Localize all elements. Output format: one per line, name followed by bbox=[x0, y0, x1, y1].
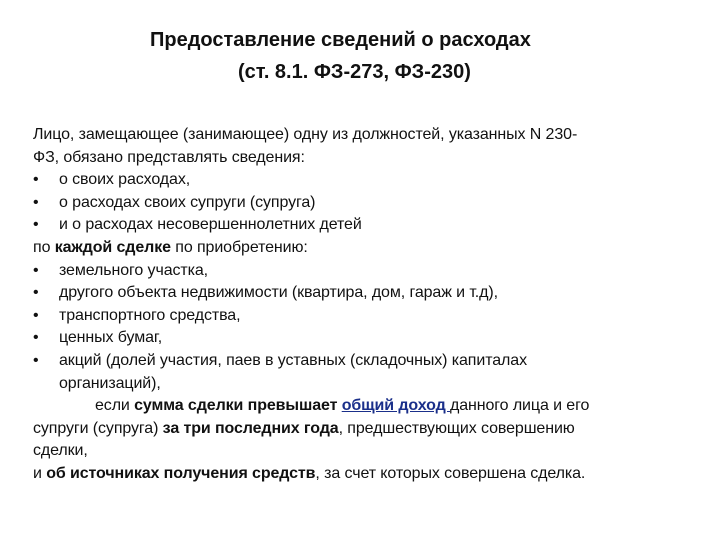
title-line-2: (ст. 8.1. ФЗ-273, ФЗ-230) bbox=[238, 61, 471, 83]
sources-pre: и bbox=[33, 464, 47, 482]
bullet-text: акций (долей участия, паев в уставных (складочных) капиталах bbox=[59, 351, 527, 369]
condition-line-3: сделки, bbox=[33, 442, 88, 460]
bullet-vehicle bbox=[33, 305, 693, 328]
condition-text: , предшествующих совершению bbox=[338, 419, 575, 437]
bullet-icon: • bbox=[33, 306, 39, 324]
condition-text: если bbox=[95, 397, 135, 415]
bullet-shares bbox=[33, 350, 693, 373]
bullet-icon: • bbox=[33, 193, 39, 211]
total-income-link[interactable]: общий доход bbox=[341, 397, 450, 415]
condition-line-1 bbox=[33, 395, 693, 418]
bullet-own-expenses bbox=[33, 169, 693, 192]
condition-bold: за три последних года bbox=[162, 419, 339, 437]
bullet-real-estate bbox=[33, 282, 693, 305]
intro-line-1: Лицо, замещающее (занимающее) одну из должностей, указанных N 230- bbox=[33, 126, 578, 143]
bullet-text: другого объекта недвижимости (квартира, дом, гараж и т.д), bbox=[59, 284, 498, 302]
bullet-icon: • bbox=[33, 351, 39, 369]
bullet-children-expenses bbox=[33, 214, 693, 237]
condition-line-2 bbox=[33, 418, 693, 441]
deal-bold: каждой сделке bbox=[54, 238, 171, 256]
bullet-spouse-expenses bbox=[33, 192, 693, 215]
slide-body bbox=[33, 124, 693, 486]
sources-bold: об источниках получения средств bbox=[46, 464, 316, 482]
bullet-land bbox=[33, 260, 693, 283]
bullet-text: о своих расходах, bbox=[59, 171, 191, 189]
bullet-icon: • bbox=[33, 216, 39, 234]
bullet-shares-cont: организаций), bbox=[59, 374, 161, 392]
condition-text: данного лица и его bbox=[449, 397, 590, 415]
bullet-icon: • bbox=[33, 329, 39, 347]
bullet-text: о расходах своих супруги (супруга) bbox=[59, 193, 316, 211]
condition-bold: сумма сделки bbox=[134, 397, 244, 415]
intro-line-2: ФЗ, обязано представлять сведения: bbox=[33, 148, 305, 166]
bullet-text: транспортного средства, bbox=[59, 306, 241, 324]
sources-post: , за счет которых совершена сделка. bbox=[315, 464, 586, 482]
bullet-icon: • bbox=[33, 284, 39, 302]
deal-pre: по bbox=[33, 238, 55, 256]
condition-bold: превышает bbox=[247, 397, 338, 415]
bullet-text: ценных бумаг, bbox=[59, 329, 163, 347]
deal-line bbox=[33, 237, 693, 260]
bullet-securities bbox=[33, 327, 693, 350]
sources-line bbox=[33, 463, 693, 486]
bullet-icon: • bbox=[33, 261, 39, 279]
bullet-icon: • bbox=[33, 171, 39, 189]
title-line-1: Предоставление сведений о расходах bbox=[150, 29, 531, 51]
bullet-text: и о расходах несовершеннолетних детей bbox=[59, 216, 362, 234]
deal-post: по приобретению: bbox=[170, 238, 308, 256]
condition-text: супруги (супруга) bbox=[33, 419, 163, 437]
bullet-text: земельного участка, bbox=[59, 261, 209, 279]
